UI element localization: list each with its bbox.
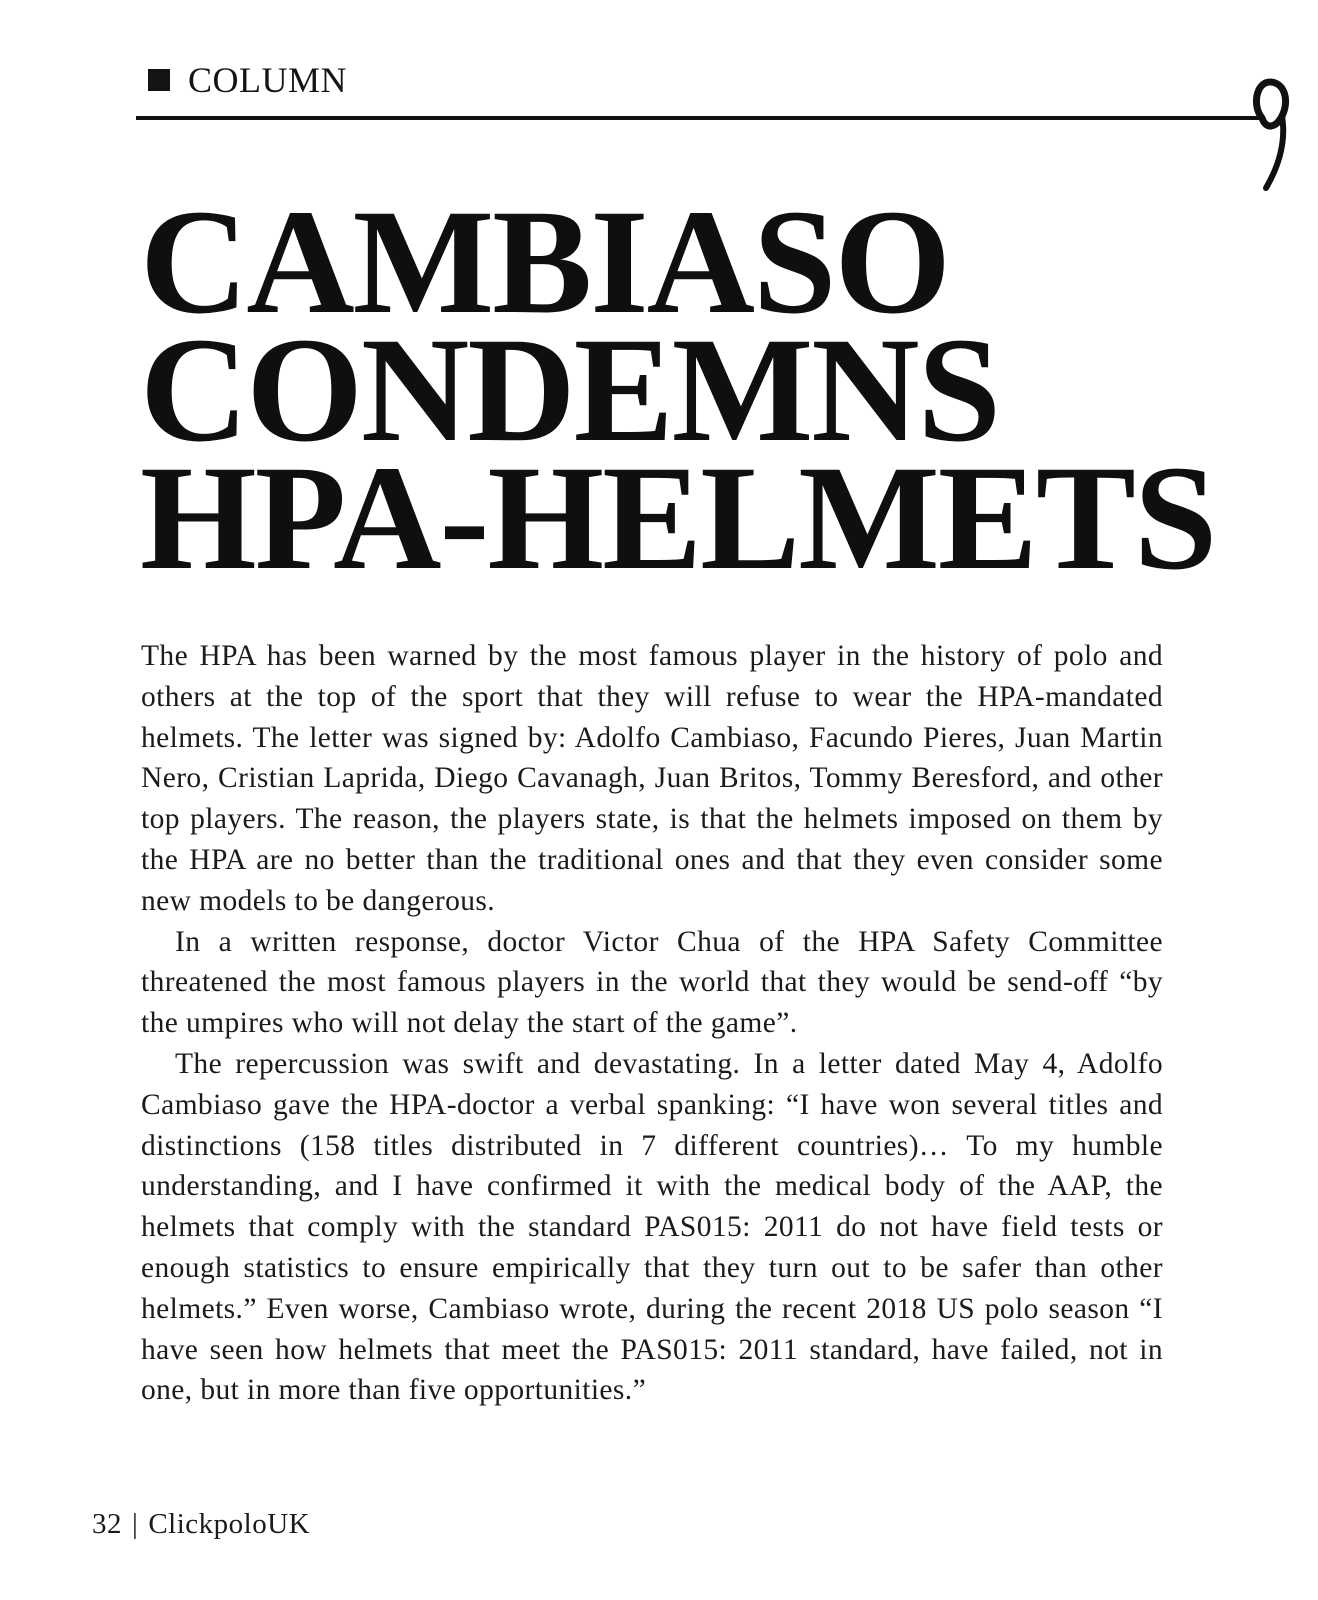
article-body [141,636,1163,1411]
article-paragraph-2: In a written response, doctor Victor Chua of the HPA Safety Committee threatened the most famous players in the world that they would be send-off “by the umpires who will not delay the start of the game”. [141,925,1163,1040]
headline-line-2: CONDEMNS [140,307,1000,473]
headline-line-1: CAMBIASO [140,179,950,345]
publication-name: ClickpoloUK [148,1508,311,1540]
article-paragraph-3: The repercussion was swift and devastating. In a letter dated May 4, Adolfo Cambiaso gave the HPA-doctor a verbal spanking: “I have won several titles and distinctions (158 titles distributed in 7 different countries)… To my humble understanding, and I have confirmed it with the medical body of the AAP, the helmets that comply with the standard PAS015: 2011 do not have field tests or enough statistics to ensure empirically that they turn out to be safer than other helmets.” Even worse, Cambiaso wrote, during the recent 2018 US polo season “I have seen how helmets that meet the PAS015: 2011 standard, have failed, not in one, but in more than five opportunities.” [141,1047,1163,1407]
article-paragraph-1: The HPA has been warned by the most famous player in the history of polo and others at the top of the sport that they will refuse to wear the HPA-mandated helmets. The letter was signed by: Adolfo Cambiaso, Facundo Pieres, Juan Martin Nero, Cristian Laprida, Diego Cavanagh, Juan Britos, Tommy Beresford, and other top players. The reason, the players state, is that the helmets imposed on them by the HPA are no better than the traditional ones and that they even consider some new models to be dangerous. [141,640,1163,917]
headline-line-3: HPA-HELMETS [140,435,1216,601]
page-number: 32 [92,1508,122,1540]
footer-separator: | [132,1508,139,1540]
page-footer [92,1508,310,1541]
section-label-text: COLUMN [188,60,348,100]
headline [140,179,1216,601]
decorative-swirl-icon [1256,82,1285,188]
